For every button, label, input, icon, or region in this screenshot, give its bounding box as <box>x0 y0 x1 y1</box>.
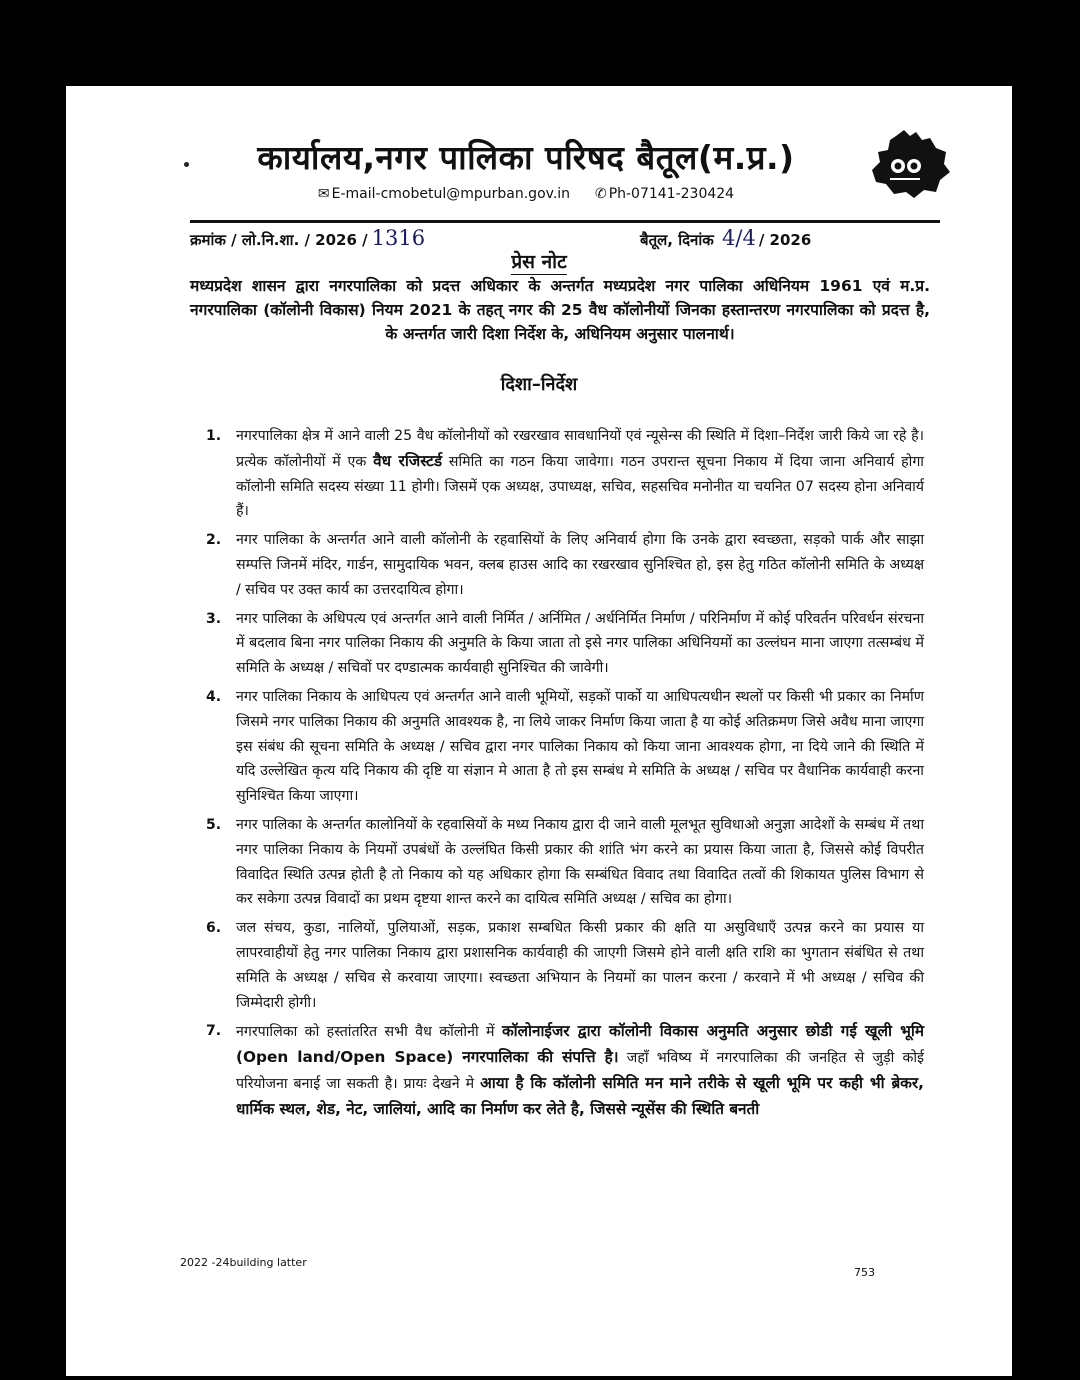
date-line <box>640 226 811 250</box>
office-title: कार्यालय,नगर पालिका परिषद बैतूल(म.प्र.) <box>257 138 795 177</box>
contact-line <box>186 186 866 202</box>
list-item: 7. नगरपालिका को हस्तांतरित सभी वैध कॉलोनी में कॉलोनाईजर द्वारा कॉलोनी विकास अनुमति अनुसार छोडी गई खूली भूमि (Open land/Open Space) नगरपालिका की संपत्ति है। जहाँ भविष्य में नगरपालिका की जनहित से जुड़ी कोई परियोजना बनाई जा सकती है। प्रायः देखने मे आया है कि कॉलोनी समिति मन माने तरीके से खूली भूमि पर कही भी ब्रेकर, धार्मिक स्थल, शेड, नेट, जालियां, आदि का निर्माण कर लेते है, जिससे न्यूसेंस की स्थिति बनती <box>206 1022 924 1118</box>
list-item: 6. जल संचय, कुडा, नालियों, पुलियाओं, सड़क, प्रकाश सम्बधित किसी प्रकार की क्षति या असुविधाएँ उत्पन्न करने का प्रयास या लापरवाहीयों हेतु नगर पालिका निकाय द्वारा प्रशासनिक कार्यवाही की जाएगी जिसमे होने वाली क्षति राशि का भुगतान संबंधित से तथा समिति के अध्यक्ष / सचिव से करवाया जाएगा। स्वच्छता अभियान के नियमों का पालन करना / करवाने में भी अध्यक्ष / सचिव की जिम्मेदारी होगी। <box>206 920 924 1011</box>
reference-number <box>190 226 425 250</box>
list-item: 2. नगर पालिका के अन्तर्गत आने वाली कॉलोनी के रहवासियों के लिए अनिवार्य होगा कि उनके द्वारा स्वच्छता, सड़को पार्क और साझा सम्पत्ति जिनमें मंदिर, गार्डन, सामुदायिक भवन, क्लब हाउस आदि का रखरखाव सुनिश्चित हो, इस हेतु गठित कॉलोनी समिति के अध्यक्ष / सचिव पर उक्त कार्य का उत्तरदायित्व होगा। <box>206 532 924 598</box>
envelope-icon: ✉ <box>317 186 330 202</box>
phone-icon: ✆ <box>594 186 607 202</box>
intro-paragraph: मध्यप्रदेश शासन द्वारा नगरपालिका को प्रदत्त अधिकार के अन्तर्गत मध्यप्रदेश नगर पालिका अधिनियम 1961 एवं म.प्र. नगरपालिका (कॉलोनी विकास) नियम 2021 के तहत् नगर की 25 वैध कॉलोनीयों जिनका हस्तान्तरण नगरपालिका को प्रदत्त है, के अन्तर्गत जारी दिशा निर्देश के, अधिनियम अनुसार पालनार्थ। <box>190 277 930 343</box>
reference-handwritten: 1316 <box>371 226 426 250</box>
list-item: 3. नगर पालिका के अधिपत्य एवं अन्तर्गत आने वाली निर्मित / अर्निमित / अर्धनिर्मित निर्माण / परिनिर्माण में कोई परिवर्तन परिवर्धन संरचना में बदलाव बिना नगर पालिका निकाय की अनुमति के किया जाता तो इसे नगर पालिका अधिनियमों का उल्लंघन माना जाएगा तत्सम्बंध में समिति के अध्यक्ष / सचिवों पर दण्डात्मक कार्यवाही सुनिश्चित की जावेगी। <box>206 610 924 677</box>
footer-file-ref: 2022 -24building latter <box>180 1256 307 1269</box>
list-item: 1. नगरपालिका क्षेत्र में आने वाली 25 वैध कॉलोनीयों को रखरखाव सावधानियों एवं न्यूसेन्स की स्थिति में दिशा–निर्देश जारी किये जा रहे है। प्रत्येक कॉलोनीयों में एक वैध रजिस्टर्ड समिति का गठन किया जावेगा। गठन उपरान्त सूचना निकाय में दिया जाना अनिवार्य होगा कॉलोनी समिति सदस्य संख्या 11 होगी। जिसमें एक अध्यक्ष, उपाध्यक्ष, सचिव, सहसचिव मनोनीत या चयनित 07 सदस्य होना अनिवार्य हैं। <box>206 428 924 520</box>
press-note-title: प्रेस नोट <box>511 251 567 273</box>
header-rule <box>190 220 940 223</box>
directions-list <box>196 424 924 1127</box>
list-item: 4. नगर पालिका निकाय के आधिपत्य एवं अन्तर्गत आने वाली भूमियों, सड़कों पार्को या आधिपत्यधीन स्थलों पर किसी भी प्रकार का निर्माण जिसमे नगर पालिका निकाय की अनुमति आवश्यक है, ना लिये जाकर निर्माण किया जाता है या कोई अतिक्रमण जिसे अवैध माना जाएगा इस संबंध की सूचना समिति के अध्यक्ष / सचिव द्वारा नगर पालिका निकाय को किया जाना आवश्यक होगा, ना दिये जाने की स्थिति में यदि उल्लेखित कृत्य यदि निकाय की दृष्टि या संज्ञान मे आता है तो इस सम्बंध मे समिति के अध्यक्ष / सचिव पर वैधानिक कार्यवाही करना सुनिश्चित किया जाएगा। <box>206 688 924 805</box>
footer-page-number: 753 <box>854 1266 875 1279</box>
document-page <box>66 86 1012 1376</box>
date-handwritten: 4/4 <box>722 226 756 250</box>
list-item: 5. नगर पालिका के अन्तर्गत कालोनियों के रहवासियों के मध्य निकाय द्वारा दी जाने वाली मूलभूत सुविधाओ अनुज्ञा आदेशों के सम्बंध में तथा नगर पालिका निकाय के नियमों उपबंधों के उल्लंघित किसी प्रकार की शांति भंग करने का प्रयास किया जाता है, जिससे कोई विपरीत विवादित स्थिति उत्पन्न होती है तो निकाय को यह अधिकार होगा कि सम्बंधित विवाद तथा विवादित तत्वों की शिकायत पुलिस विभाग से कर सकेगा उत्पन्न विवादों का प्रथम दृष्टया शान्त करने का दायित्व समिति अध्यक्ष / सचिव का होगा। <box>206 816 924 908</box>
directions-heading: दिशा–निर्देश <box>500 374 578 395</box>
phone-text: Ph-07141-230424 <box>608 186 735 202</box>
mp-state-map-emblem <box>866 122 952 208</box>
date-year: / 2026 <box>758 231 812 249</box>
date-label: बैतूल, दिनांक <box>640 231 714 249</box>
email-text: E-mail-cmobetul@mpurban.gov.in <box>331 186 571 202</box>
reference-label: क्रमांक / लो.नि.शा. / 2026 / <box>190 231 368 249</box>
